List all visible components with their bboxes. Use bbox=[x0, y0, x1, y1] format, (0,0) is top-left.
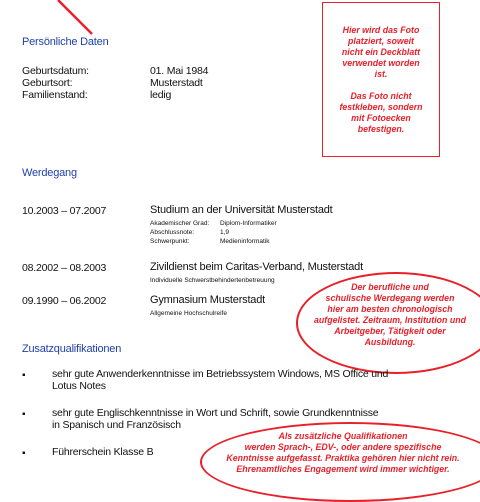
note-line: nicht ein Deckblatt bbox=[341, 47, 421, 57]
note-line: werden Sprach-, EDV-, oder andere spezifische bbox=[244, 442, 442, 452]
note-line: Kenntnisse aufgefasst. Praktika gehören hier nicht rein. bbox=[226, 453, 460, 463]
career-detail-label: Akademischer Grad: bbox=[150, 220, 210, 227]
career-note bbox=[300, 282, 480, 348]
note-line: ist. bbox=[374, 69, 388, 79]
section-heading-personal: Persönliche Daten bbox=[22, 36, 109, 48]
extra-item-1-line1: sehr gute Anwenderkenntnisse im Betriebssystem Windows, MS Office und bbox=[52, 368, 389, 380]
note-line: Das Foto nicht bbox=[350, 91, 412, 101]
personal-value-1: 01. Mai 1984 bbox=[150, 65, 209, 77]
personal-value-2: Musterstadt bbox=[150, 77, 203, 89]
career-period-3: 09.1990 – 06.2002 bbox=[22, 295, 107, 307]
career-title-3: Gymnasium Musterstadt bbox=[150, 294, 266, 306]
note-line: Ausbildung. bbox=[364, 337, 416, 347]
extra-item-2-line1: sehr gute Englischkenntnisse in Wort und Schrift, sowie Grundkenntnisse bbox=[52, 407, 379, 419]
personal-label-2: Geburtsort: bbox=[22, 77, 73, 89]
note-line: hier am besten chronologisch bbox=[327, 304, 453, 314]
career-detail-value: Medieninformatik bbox=[220, 238, 270, 245]
career-detail-value: Diplom-Informatiker bbox=[220, 220, 277, 227]
career-note-3: Allgemeine Hochschulreife bbox=[150, 310, 227, 317]
note-line: befestigen. bbox=[357, 124, 405, 134]
note-line: platziert, soweit bbox=[348, 36, 414, 46]
note-line: Hier wird das Foto bbox=[342, 25, 420, 35]
note-line bbox=[323, 80, 439, 91]
personal-label-1: Geburtsdatum: bbox=[22, 65, 89, 77]
note-line: schulische Werdegang werden bbox=[325, 293, 455, 303]
personal-label-3: Familienstand: bbox=[22, 89, 88, 101]
personal-value-3: ledig bbox=[150, 89, 172, 101]
career-title-1: Studium an der Universität Musterstadt bbox=[150, 204, 333, 216]
career-note-2: Individuelle Schwerstbehindertenbetreuung bbox=[150, 277, 275, 284]
section-heading-career: Werdegang bbox=[22, 167, 77, 179]
career-detail-label: Schwerpunkt: bbox=[150, 238, 190, 245]
extra-item-3: Führerschein Klasse B bbox=[52, 446, 154, 458]
bullet-icon: ▪ bbox=[22, 370, 26, 381]
extra-item-1-line2: Lotus Notes bbox=[52, 380, 106, 392]
note-line: mit Fotoecken bbox=[351, 113, 411, 123]
career-title-2: Zivildienst beim Caritas-Verband, Musterstadt bbox=[150, 261, 363, 273]
note-line: verwendet worden bbox=[342, 58, 420, 68]
note-line: Arbeitgeber, Tätigkeit oder bbox=[334, 326, 446, 336]
photo-placeholder-note bbox=[322, 2, 440, 157]
note-line: Ehrenamtliches Engagement wird immer wichtiger. bbox=[236, 464, 450, 474]
career-detail-value: 1,9 bbox=[220, 229, 230, 236]
bullet-icon: ▪ bbox=[22, 409, 26, 420]
career-period-2: 08.2002 – 08.2003 bbox=[22, 262, 107, 274]
section-heading-extra: Zusatzqualifikationen bbox=[22, 343, 122, 355]
extra-item-2-line2: in Spanisch und Französisch bbox=[52, 419, 181, 431]
note-line: Als zusätzliche Qualifikationen bbox=[278, 431, 408, 441]
note-line: festkleben, sondern bbox=[339, 102, 423, 112]
bullet-icon: ▪ bbox=[22, 448, 26, 459]
career-period-1: 10.2003 – 07.2007 bbox=[22, 205, 107, 217]
extra-note bbox=[206, 431, 480, 475]
note-line: Der berufliche und bbox=[351, 282, 429, 292]
annotation-arrow bbox=[50, 0, 100, 40]
note-line: aufgelistet. Zeitraum, Institution und bbox=[314, 315, 466, 325]
career-detail-label: Abschlussnote: bbox=[150, 229, 195, 236]
